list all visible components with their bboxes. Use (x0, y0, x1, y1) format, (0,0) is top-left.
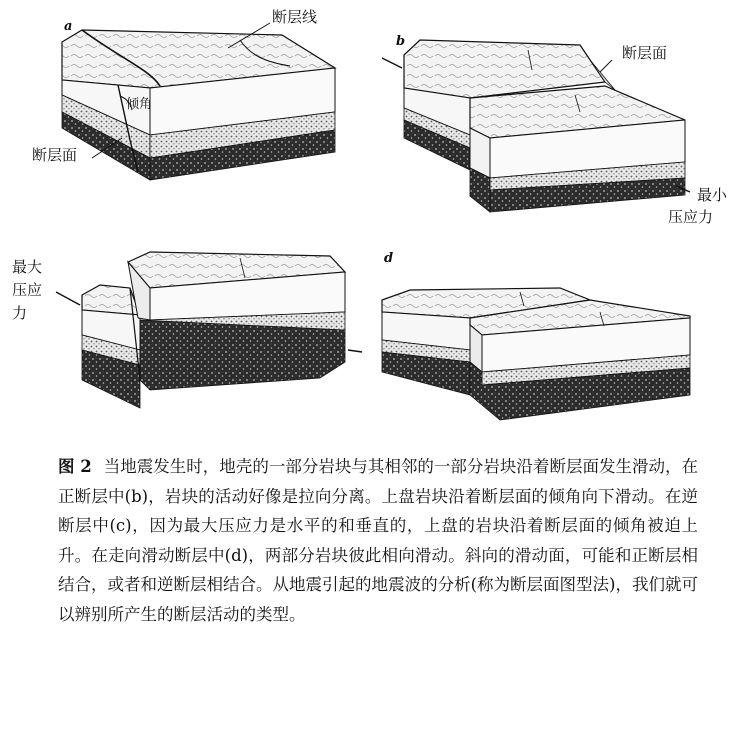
min-stress-label-line2: 压应力 (668, 208, 714, 226)
panel-d (382, 251, 690, 420)
panel-a (32, 8, 335, 180)
min-stress-label-line1: 最小 (697, 186, 728, 204)
panel-b-fault-plane-label: 断层面 (622, 44, 668, 62)
panel-c (12, 252, 362, 408)
dip-angle-label: 倾角 (126, 97, 153, 112)
max-stress-label-line2: 压应 (12, 281, 43, 299)
fault-line-label: 断层线 (272, 8, 318, 26)
caption-text: 当地震发生时，地壳的一部分岩块与其相邻的一部分岩块沿着断层面发生滑动，在正断层中(b)，岩块的活动好像是拉向分离。上盘岩块沿着断层面的倾角向下滑动。在逆断层中(c)，因为最大压应力是水平的和垂直的，上盘的岩块沿着断层面的倾角被迫上升。在走向滑动断层中(d)，两部分岩块彼此相向滑动。斜向的滑动面，可能和正断层相结合，或者和逆断层相结合。从地震引起的地震波的分析(称为断层面图型法)，我们就可以辨别所产生的断层活动的类型。 (58, 457, 699, 624)
max-stress-label-line3: 力 (12, 304, 28, 322)
panel-b-letter: b (396, 34, 406, 49)
panel-b (382, 34, 728, 226)
panel-d-letter: d (384, 251, 394, 266)
panel-a-fault-plane-label: 断层面 (32, 146, 78, 164)
max-stress-label-line1: 最大 (12, 258, 43, 276)
figure-number: 图 2 (58, 457, 92, 476)
figure-caption (58, 452, 698, 629)
panel-a-letter: a (64, 19, 73, 34)
